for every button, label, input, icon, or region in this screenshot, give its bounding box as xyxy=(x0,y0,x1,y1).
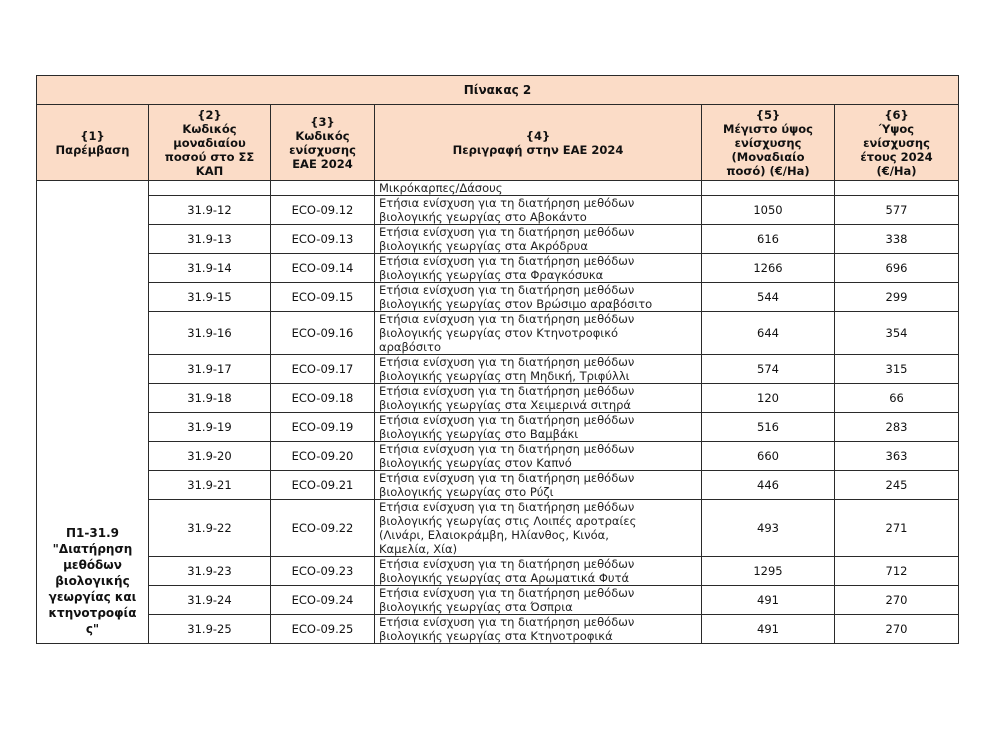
eco-code-cell: ECO-09.15 xyxy=(271,283,375,312)
measure-line: ς" xyxy=(85,622,100,636)
description-cell xyxy=(375,181,702,196)
column-number: {6} xyxy=(884,107,909,122)
measure-cell xyxy=(37,181,149,644)
unit-code-cell: 31.9-16 xyxy=(149,312,271,355)
eco-code-cell xyxy=(271,181,375,196)
description-line: Ετήσια ενίσχυση για τη διατήρηση μεθόδων xyxy=(379,384,635,398)
max-amount-cell: 1050 xyxy=(702,196,835,225)
description-line: βιολογικής γεωργίας στον Καπνό xyxy=(379,456,572,470)
description-line: Ετήσια ενίσχυση για τη διατήρηση μεθόδων xyxy=(379,196,635,210)
description-line: βιολογικής γεωργίας στον Κτηνοτροφικό xyxy=(379,326,619,340)
column-header-line: Ύψος xyxy=(878,121,915,136)
amount-2024-cell xyxy=(835,181,959,196)
unit-code-cell: 31.9-19 xyxy=(149,413,271,442)
column-number: {2} xyxy=(197,107,222,122)
table-row xyxy=(37,615,959,644)
description-line: βιολογικής γεωργίας στα Κτηνοτροφικά xyxy=(379,629,613,643)
table-body xyxy=(37,181,959,644)
max-amount-cell: 660 xyxy=(702,442,835,471)
description-line: Ετήσια ενίσχυση για τη διατήρηση μεθόδων xyxy=(379,615,635,629)
table-row xyxy=(37,442,959,471)
description-line: βιολογικής γεωργίας στις Λοιπές αροτραίες xyxy=(379,514,637,528)
description-line: Ετήσια ενίσχυση για τη διατήρηση μεθόδων xyxy=(379,557,635,571)
description-line: Ετήσια ενίσχυση για τη διατήρηση μεθόδων xyxy=(379,355,635,369)
max-amount-cell: 1266 xyxy=(702,254,835,283)
description-line: βιολογικής γεωργίας στον Βρώσιμο αραβόσιτο xyxy=(379,297,653,311)
description-cell xyxy=(375,254,702,283)
amount-2024-cell: 270 xyxy=(835,615,959,644)
table-row xyxy=(37,413,959,442)
description-line: Καμελία, Χία) xyxy=(379,542,458,556)
amount-2024-cell: 270 xyxy=(835,586,959,615)
column-header-line: μοναδιαίου xyxy=(173,135,246,150)
table-row xyxy=(37,283,959,312)
eco-code-cell: ECO-09.22 xyxy=(271,500,375,557)
unit-code-cell: 31.9-23 xyxy=(149,557,271,586)
description-line: (Λινάρι, Ελαιοκράμβη, Ηλίανθος, Κινόα, xyxy=(379,528,609,542)
column-header-line: ποσό) (€/Ha) xyxy=(726,163,810,178)
description-cell xyxy=(375,500,702,557)
column-header-2 xyxy=(149,105,271,181)
column-header-line: ποσού στο ΣΣ xyxy=(164,149,255,164)
max-amount-cell xyxy=(702,181,835,196)
amount-2024-cell: 354 xyxy=(835,312,959,355)
table-title-row xyxy=(37,76,959,105)
table-row xyxy=(37,586,959,615)
unit-code-cell: 31.9-20 xyxy=(149,442,271,471)
column-header-line: Κωδικός xyxy=(182,121,237,136)
table-row xyxy=(37,254,959,283)
eco-code-cell: ECO-09.25 xyxy=(271,615,375,644)
table-row xyxy=(37,225,959,254)
column-header-line: Κωδικός xyxy=(295,128,350,143)
eco-code-cell: ECO-09.17 xyxy=(271,355,375,384)
description-line: βιολογικής γεωργίας στα Όσπρια xyxy=(379,600,573,614)
unit-code-cell: 31.9-25 xyxy=(149,615,271,644)
unit-code-cell: 31.9-22 xyxy=(149,500,271,557)
description-line: Ετήσια ενίσχυση για τη διατήρηση μεθόδων xyxy=(379,586,635,600)
max-amount-cell: 493 xyxy=(702,500,835,557)
description-cell xyxy=(375,196,702,225)
description-line: Ετήσια ενίσχυση για τη διατήρηση μεθόδων xyxy=(379,471,635,485)
description-line: Ετήσια ενίσχυση για τη διατήρηση μεθόδων xyxy=(379,254,635,268)
eco-code-cell: ECO-09.12 xyxy=(271,196,375,225)
amount-2024-cell: 338 xyxy=(835,225,959,254)
measure-line: γεωργίας και xyxy=(48,590,137,604)
column-header-line: ενίσχυσης xyxy=(289,142,356,157)
column-header-line: ΕΑΕ 2024 xyxy=(292,156,353,171)
column-header-line: Περιγραφή στην ΕΑΕ 2024 xyxy=(452,142,624,157)
column-number: {5} xyxy=(755,107,781,122)
unit-code-cell: 31.9-24 xyxy=(149,586,271,615)
description-cell xyxy=(375,283,702,312)
eco-code-cell: ECO-09.13 xyxy=(271,225,375,254)
description-line: Ετήσια ενίσχυση για τη διατήρηση μεθόδων xyxy=(379,413,635,427)
description-line: βιολογικής γεωργίας στα Αρωματικά Φυτά xyxy=(379,571,630,585)
amount-2024-cell: 315 xyxy=(835,355,959,384)
amount-2024-cell: 271 xyxy=(835,500,959,557)
eco-code-cell: ECO-09.14 xyxy=(271,254,375,283)
description-line: βιολογικής γεωργίας στη Μηδική, Τριφύλλι xyxy=(379,369,630,383)
eco-code-cell: ECO-09.20 xyxy=(271,442,375,471)
amount-2024-cell: 245 xyxy=(835,471,959,500)
column-header-line: Παρέμβαση xyxy=(55,142,130,157)
description-cell xyxy=(375,442,702,471)
max-amount-cell: 491 xyxy=(702,586,835,615)
table-title: Πίνακας 2 xyxy=(37,76,959,105)
description-cell xyxy=(375,413,702,442)
table-row xyxy=(37,500,959,557)
description-cell xyxy=(375,312,702,355)
table-header-row xyxy=(37,105,959,181)
amount-2024-cell: 283 xyxy=(835,413,959,442)
amount-2024-cell: 696 xyxy=(835,254,959,283)
description-line: Ετήσια ενίσχυση για τη διατήρηση μεθόδων xyxy=(379,500,635,514)
document-page xyxy=(36,75,958,644)
table-row xyxy=(37,471,959,500)
amount-2024-cell: 363 xyxy=(835,442,959,471)
amount-2024-cell: 66 xyxy=(835,384,959,413)
column-header-3 xyxy=(271,105,375,181)
column-header-line: ΚΑΠ xyxy=(195,163,224,178)
description-cell xyxy=(375,355,702,384)
description-line: αραβόσιτο xyxy=(379,340,441,354)
max-amount-cell: 120 xyxy=(702,384,835,413)
unit-code-cell: 31.9-15 xyxy=(149,283,271,312)
column-header-1 xyxy=(37,105,149,181)
table-row xyxy=(37,557,959,586)
eco-code-cell: ECO-09.21 xyxy=(271,471,375,500)
description-line: βιολογικής γεωργίας στα Χειμερινά σιτηρά xyxy=(379,398,632,412)
description-line: βιολογικής γεωργίας στο Αβοκάντο xyxy=(379,210,587,224)
description-line: Ετήσια ενίσχυση για τη διατήρηση μεθόδων xyxy=(379,442,635,456)
column-header-6 xyxy=(835,105,959,181)
description-cell xyxy=(375,471,702,500)
table-row xyxy=(37,384,959,413)
column-header-line: ενίσχυσης xyxy=(734,135,802,150)
measure-line: Π1-31.9 xyxy=(66,526,119,540)
unit-code-cell: 31.9-18 xyxy=(149,384,271,413)
description-line: βιολογικής γεωργίας στα Φραγκόσυκα xyxy=(379,268,604,282)
unit-code-cell: 31.9-14 xyxy=(149,254,271,283)
max-amount-cell: 516 xyxy=(702,413,835,442)
max-amount-cell: 446 xyxy=(702,471,835,500)
eco-code-cell: ECO-09.16 xyxy=(271,312,375,355)
unit-code-cell xyxy=(149,181,271,196)
description-cell xyxy=(375,586,702,615)
description-cell xyxy=(375,615,702,644)
description-line: Ετήσια ενίσχυση για τη διατήρηση μεθόδων xyxy=(379,225,635,239)
column-header-line: (Μοναδιαίο xyxy=(731,149,805,164)
column-number: {4} xyxy=(525,128,551,143)
description-line: βιολογικής γεωργίας στα Ακρόδρυα xyxy=(379,239,588,253)
max-amount-cell: 491 xyxy=(702,615,835,644)
eco-code-cell: ECO-09.23 xyxy=(271,557,375,586)
amount-2024-cell: 299 xyxy=(835,283,959,312)
max-amount-cell: 544 xyxy=(702,283,835,312)
description-line: Μικρόκαρπες/Δάσους xyxy=(379,181,503,195)
column-header-line: (€/Ha) xyxy=(876,163,917,178)
column-header-line: Μέγιστο ύψος xyxy=(723,121,813,136)
description-line: βιολογικής γεωργίας στο Βαμβάκι xyxy=(379,427,579,441)
column-header-line: έτους 2024 xyxy=(860,149,933,164)
support-table xyxy=(36,75,959,644)
max-amount-cell: 574 xyxy=(702,355,835,384)
column-header-5 xyxy=(702,105,835,181)
column-number: {1} xyxy=(80,128,105,143)
description-cell xyxy=(375,384,702,413)
table-row xyxy=(37,355,959,384)
eco-code-cell: ECO-09.24 xyxy=(271,586,375,615)
description-cell xyxy=(375,557,702,586)
measure-line: κτηνοτροφία xyxy=(48,606,137,620)
max-amount-cell: 616 xyxy=(702,225,835,254)
measure-line: μεθόδων xyxy=(63,558,122,572)
unit-code-cell: 31.9-21 xyxy=(149,471,271,500)
measure-line: "Διατήρηση xyxy=(52,542,133,556)
description-cell xyxy=(375,225,702,254)
column-number: {3} xyxy=(310,114,335,129)
unit-code-cell: 31.9-13 xyxy=(149,225,271,254)
column-header-4 xyxy=(375,105,702,181)
unit-code-cell: 31.9-12 xyxy=(149,196,271,225)
table-row xyxy=(37,312,959,355)
amount-2024-cell: 712 xyxy=(835,557,959,586)
max-amount-cell: 644 xyxy=(702,312,835,355)
eco-code-cell: ECO-09.19 xyxy=(271,413,375,442)
column-header-line: ενίσχυσης xyxy=(863,135,930,150)
table-row xyxy=(37,181,959,196)
table-row xyxy=(37,196,959,225)
measure-line: βιολογικής xyxy=(55,574,130,588)
unit-code-cell: 31.9-17 xyxy=(149,355,271,384)
description-line: Ετήσια ενίσχυση για τη διατήρηση μεθόδων xyxy=(379,312,635,326)
description-line: Ετήσια ενίσχυση για τη διατήρηση μεθόδων xyxy=(379,283,635,297)
description-line: βιολογικής γεωργίας στο Ρύζι xyxy=(379,485,554,499)
max-amount-cell: 1295 xyxy=(702,557,835,586)
eco-code-cell: ECO-09.18 xyxy=(271,384,375,413)
amount-2024-cell: 577 xyxy=(835,196,959,225)
